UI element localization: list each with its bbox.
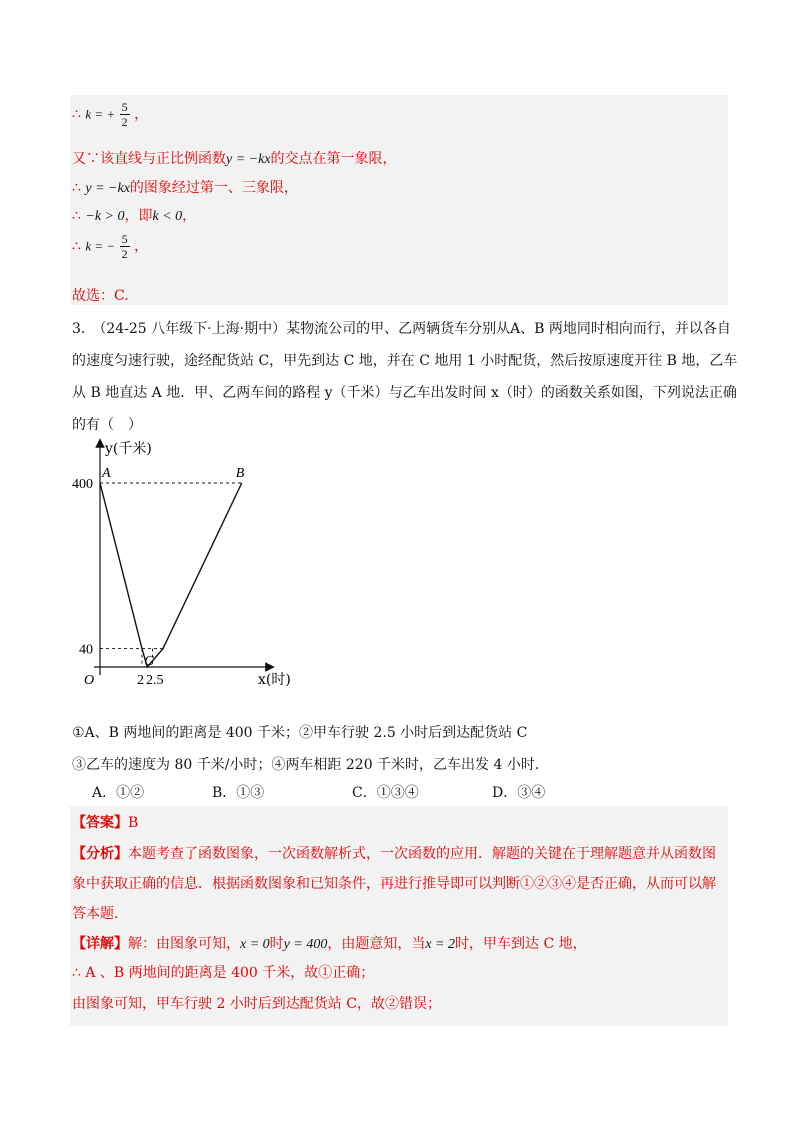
question-line-1: 3. （24-25 八年级下·上海·期中）某物流公司的甲、乙两辆货车分别从A、B 两地同时相向而行，并以各自 [72,321,731,337]
math-expr: y = −kx [226,152,271,167]
detail-line-3: 由图象可知，甲车行驶 2 小时后到达配货站 C，故②错误； [72,996,441,1012]
math-expr: k < 0 [152,209,183,224]
solution-box-top [70,95,728,305]
math-expr: k = + [85,106,116,122]
solution-line-6 [72,285,129,305]
text: 解：由图象可知， [128,936,240,952]
text: 时 [269,936,284,952]
y-axis-label: y(千米) [105,441,152,457]
text: 时，甲车到达 C 地， [455,936,587,952]
text: 的交点在第一象限， [270,151,397,167]
detail-line-2: ∴ A 、B 两地间的距离是 400 千米，故①正确； [72,965,375,981]
detail-line-1 [72,933,587,953]
text: 本题考查了函数图象，一次函数解析式，一次函数的应用．解题的关键在于理解题意并从函数图 [128,846,716,862]
question-line-4: 的有（ ） [72,417,142,433]
text: 又∵该直线与正比例函数 [72,151,226,167]
therefore-symbol: ∴ [72,106,81,123]
text: ，由题意知，当 [327,936,426,952]
statement-line-2: ③乙车的速度为 80 千米/小时；④两车相距 220 千米时，乙车出发 4 小时． [72,757,549,773]
statement-line-1: ①A、B 两地间的距离是 400 千米；②甲车行驶 2.5 小时后到达配货站 C [72,725,528,741]
option-b[interactable]: B．①③ [212,785,265,801]
analysis-line-1 [72,843,716,863]
math-expr: y = −kx [85,181,130,196]
fraction-denominator: 2 [121,247,128,261]
question-line-2: 的速度匀速行驶，途经配货站 C，甲先到达 C 地，并在 C 地用 1 小时配货，然后按原速度开往 B 地，乙车 [72,353,738,369]
solution-line-4 [72,205,196,225]
origin-label: O [84,673,95,688]
math-expr: −k > 0 [85,209,125,224]
fraction [120,100,130,129]
fraction-numerator: 5 [121,100,128,114]
point-label-a: A [102,466,111,481]
x-axis-label: x(时) [258,672,291,688]
solution-line-1 [72,100,148,129]
analysis-line-2: 象中获取正确的信息．根据函数图象和已知条件，再进行推导即可以判断①②③④是否正确，从而可以解 [72,876,716,892]
option-a[interactable]: A．①② [92,785,145,801]
option-c[interactable]: C．①③④ [352,785,419,801]
x-tick-2-5: 2.5 [146,673,164,688]
text: 故选：C. [72,288,129,304]
therefore-symbol: ∴ [72,238,81,255]
y-tick-400: 400 [72,477,93,492]
answer-tag: 【答案】 [72,815,128,831]
fraction [120,232,130,261]
point-label-c: C [144,654,154,669]
detail-tag: 【详解】 [72,936,128,952]
math-expr: x = 0 [240,937,270,952]
y-tick-40: 40 [79,642,93,658]
math-expr: k = − [85,238,116,254]
solution-line-3 [72,177,298,197]
text: ， [182,208,197,224]
x-tick-2: 2 [137,673,144,688]
analysis-line-3: 答本题． [72,906,128,922]
fraction-denominator: 2 [121,115,128,129]
distance-time-graph [72,435,312,695]
solution-line-2 [72,148,397,168]
text: 的图象经过第一、三象限， [129,180,298,196]
question-line-3: 从 B 地直达 A 地．甲、乙两车间的路程 y（千米）与乙车出发时间 x（时）的函数关系如图，下列说法正确 [72,385,737,401]
solution-line-5 [72,232,148,261]
math-expr: y = 400 [283,937,328,952]
fraction-numerator: 5 [121,232,128,246]
point-label-b: B [235,466,245,481]
answer-value: B [128,815,139,831]
graph-line [100,483,242,667]
punct: ， [134,238,149,255]
option-d[interactable]: D．③④ [492,785,546,801]
analysis-tag: 【分析】 [72,846,128,862]
therefore-symbol: ∴ [72,180,81,196]
therefore-symbol: ∴ [72,208,81,224]
answer-line [72,812,138,832]
math-expr: x = 2 [425,937,456,952]
text: ，即 [124,208,153,224]
punct: ， [134,106,149,123]
